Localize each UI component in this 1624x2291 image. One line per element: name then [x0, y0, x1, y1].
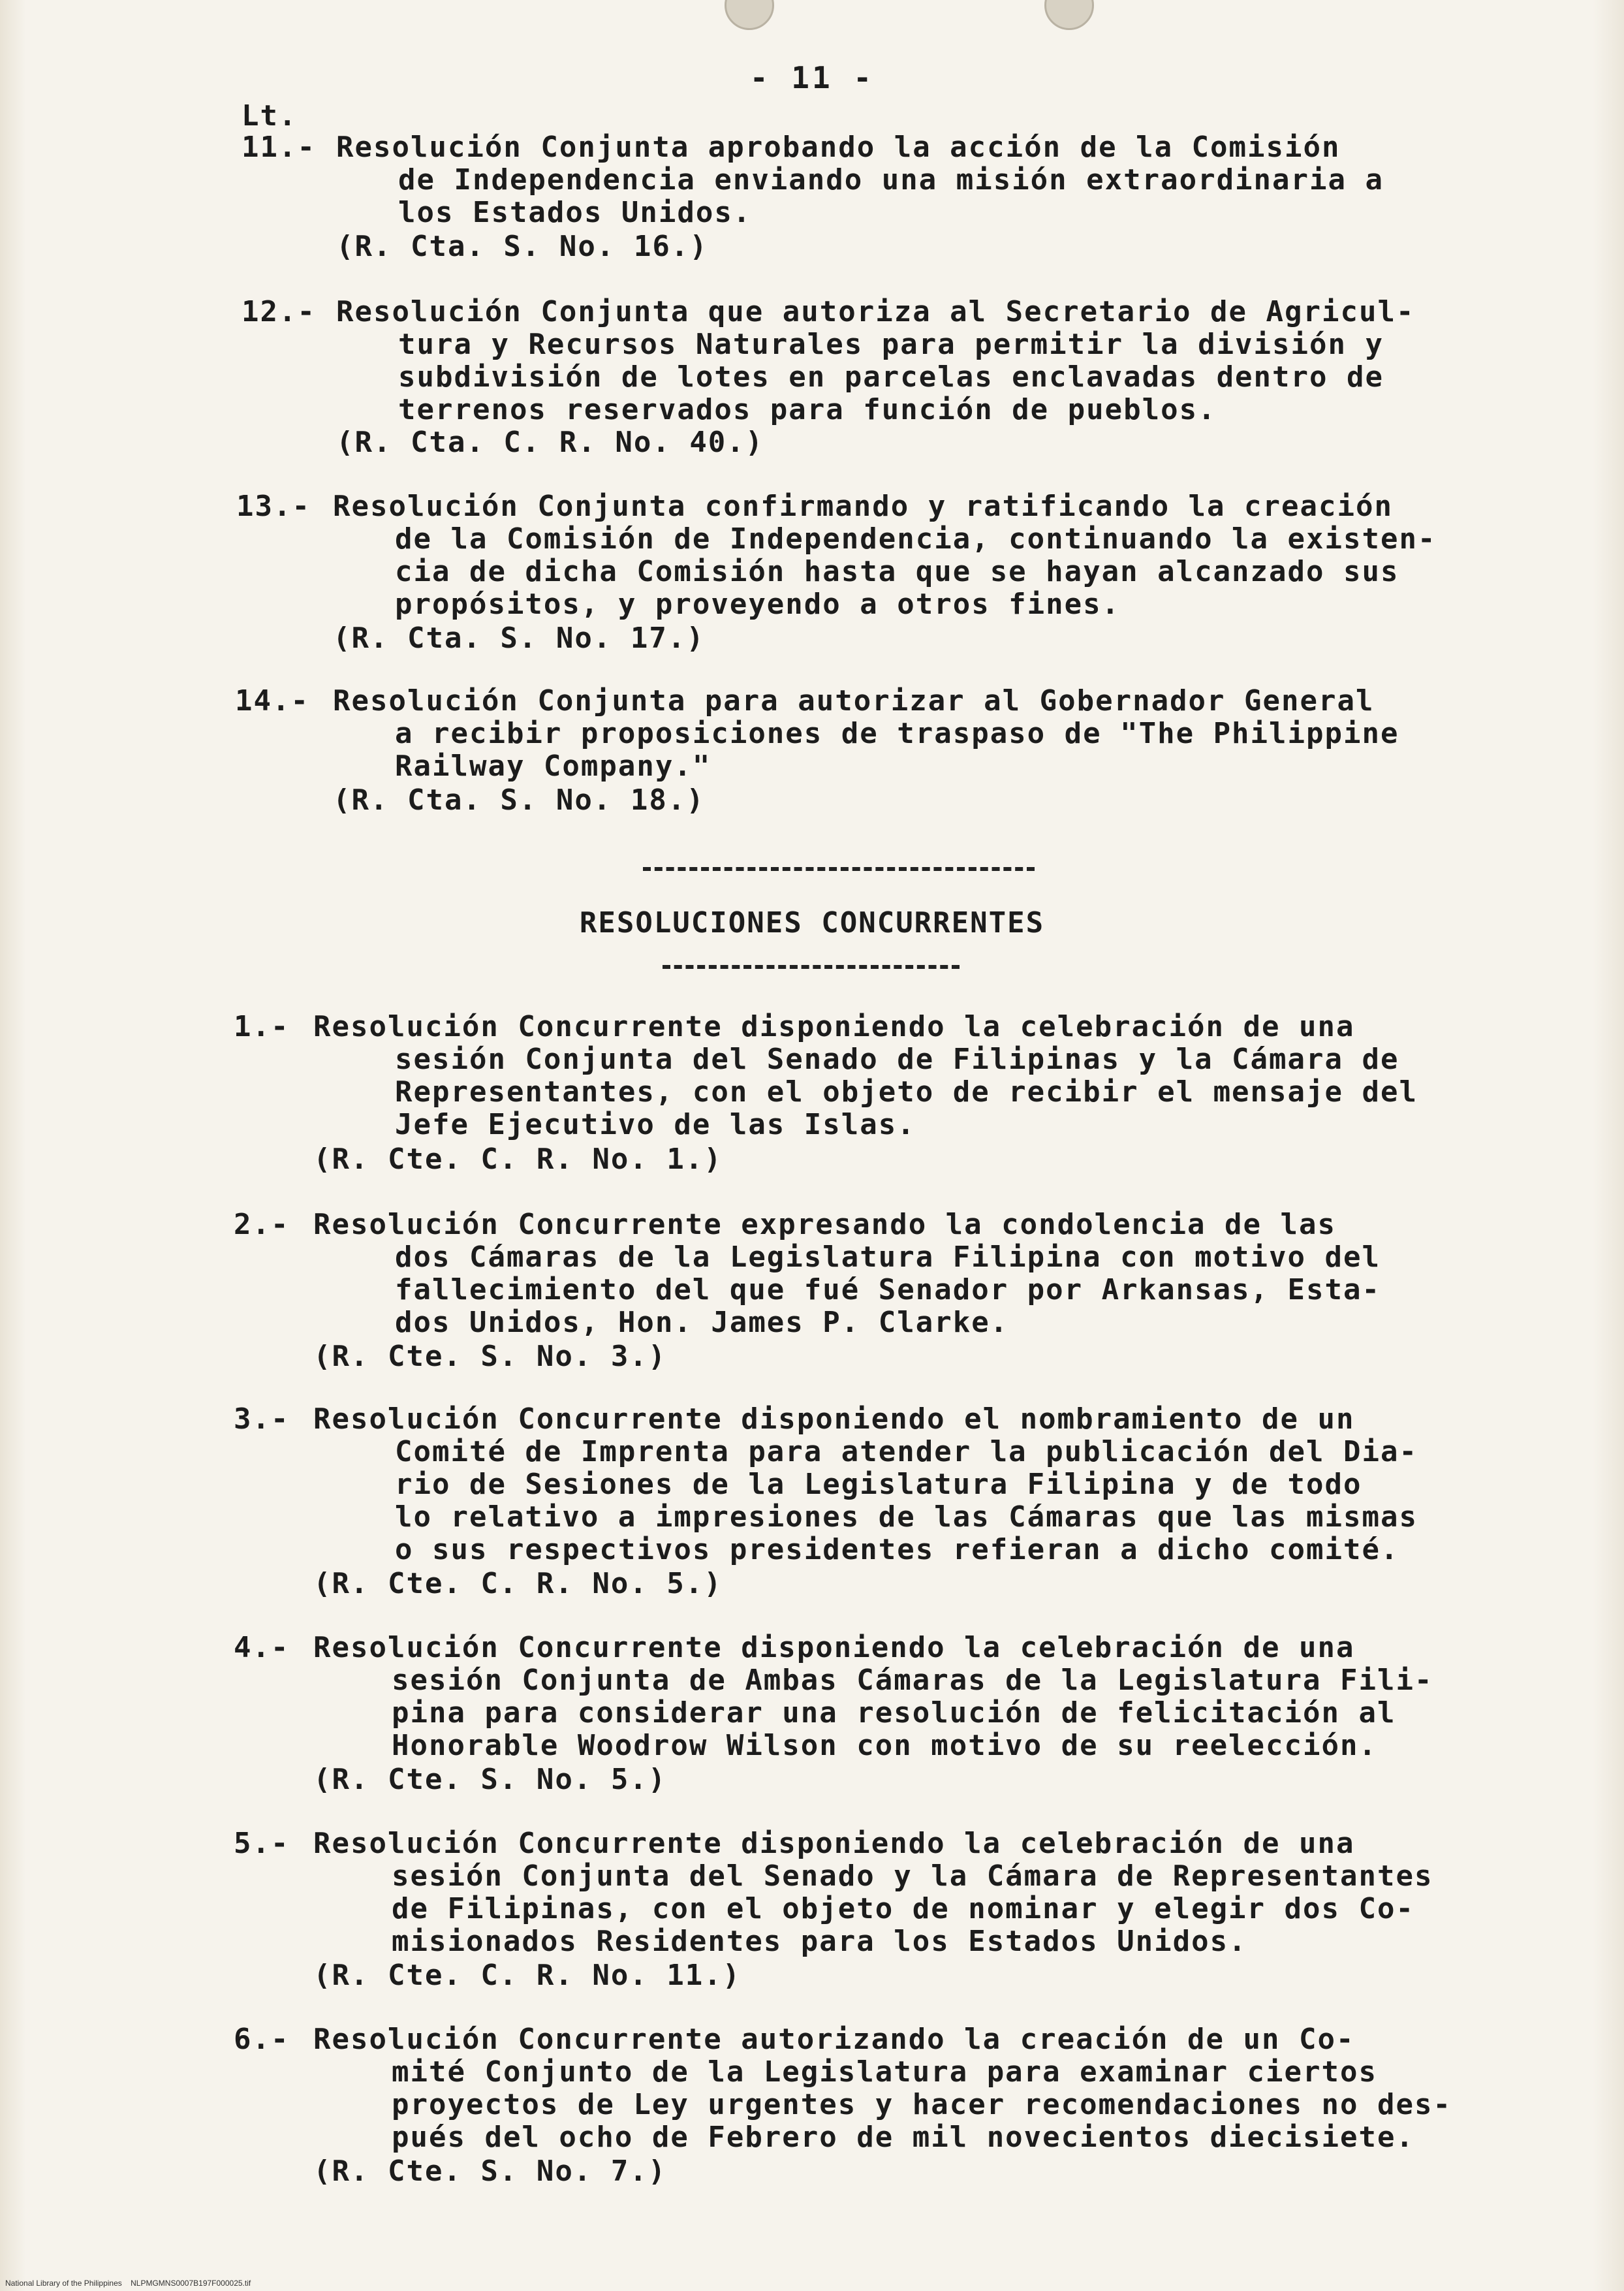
item-line: de Filipinas, con el objeto de nominar y elegir dos Co- [392, 1892, 1414, 1925]
item-line: subdivisión de lotes en parcelas enclavadas dentro de [398, 360, 1384, 394]
item-line: pués del ocho de Febrero de mil novecientos diecisiete. [392, 2121, 1414, 2154]
item-reference: (R. Cte. S. No. 5.) [313, 1763, 667, 1796]
item-line: terrenos reservados para función de pueblos. [398, 393, 1217, 426]
item-line: Resolución Concurrente disponiendo la celebración de una [313, 1010, 1355, 1043]
item-reference: (R. Cta. S. No. 18.) [333, 783, 705, 817]
item-reference: (R. Cta. S. No. 17.) [333, 622, 705, 655]
item-line: Comité de Imprenta para atender la publicación del Dia- [395, 1435, 1418, 1468]
item-number: 6.- [234, 2023, 290, 2056]
item-line: proyectos de Ley urgentes y hacer recomendaciones no des- [392, 2088, 1452, 2121]
punch-hole [1044, 0, 1094, 30]
margin-note: Lt. [242, 99, 298, 133]
separator-line [663, 965, 960, 969]
item-line: Resolución Concurrente disponiendo el nombramiento de un [313, 1402, 1355, 1436]
item-line: misionados Residentes para los Estados Unidos. [392, 1925, 1247, 1958]
item-number: 11.- [242, 131, 316, 164]
item-number: 5.- [234, 1827, 290, 1860]
item-line: de Independencia enviando una misión extraordinaria a [398, 163, 1384, 197]
item-line: o sus respectivos presidentes refieran a dicho comité. [395, 1533, 1399, 1566]
item-line: Resolución Conjunta que autoriza al Secretario de Agricul- [336, 295, 1415, 328]
item-line: Resolución Concurrente expresando la condolencia de las [313, 1208, 1336, 1241]
item-line: Honorable Woodrow Wilson con motivo de su reelección. [392, 1729, 1377, 1762]
section-heading: RESOLUCIONES CONCURRENTES [579, 906, 1045, 940]
item-number: 3.- [234, 1402, 290, 1436]
item-line: Representantes, con el objeto de recibir el mensaje del [395, 1075, 1418, 1109]
item-line: Railway Company." [395, 750, 711, 783]
item-line: rio de Sesiones de la Legislatura Filipina y de todo [395, 1468, 1362, 1501]
page-number: - 11 - [749, 60, 875, 95]
separator-line [643, 867, 1035, 871]
item-line: Jefe Ejecutivo de las Islas. [395, 1108, 916, 1141]
item-reference: (R. Cte. C. R. No. 11.) [313, 1959, 742, 1992]
item-reference: (R. Cte. C. R. No. 5.) [313, 1567, 723, 1600]
item-number: 14.- [235, 684, 309, 718]
item-line: a recibir proposiciones de traspaso de "The Philippine [395, 717, 1399, 750]
item-number: 2.- [234, 1208, 290, 1241]
item-line: dos Cámaras de la Legislatura Filipina con motivo del [395, 1240, 1381, 1274]
item-number: 4.- [234, 1631, 290, 1664]
item-line: los Estados Unidos. [398, 196, 752, 229]
item-reference: (R. Cta. C. R. No. 40.) [336, 426, 764, 459]
scan-footer: National Library of the Philippines NLPMGMNS0007B197F000025.tif [5, 2279, 251, 2288]
item-line: Resolución Concurrente autorizando la creación de un Co- [313, 2023, 1355, 2056]
item-line: Resolución Conjunta para autorizar al Gobernador General [333, 684, 1375, 718]
item-line: Resolución Conjunta confirmando y ratificando la creación [333, 490, 1393, 523]
item-line: Resolución Conjunta aprobando la acción de la Comisión [336, 131, 1341, 164]
item-number: 13.- [236, 490, 311, 523]
item-line: tura y Recursos Naturales para permitir la división y [398, 328, 1384, 361]
item-reference: (R. Cte. C. R. No. 1.) [313, 1143, 723, 1176]
item-line: de la Comisión de Independencia, continuando la existen- [395, 522, 1437, 556]
item-line: propósitos, y proveyendo a otros fines. [395, 588, 1121, 621]
item-line: sesión Conjunta del Senado de Filipinas y la Cámara de [395, 1043, 1399, 1076]
item-reference: (R. Cte. S. No. 3.) [313, 1340, 667, 1373]
item-line: dos Unidos, Hon. James P. Clarke. [395, 1306, 1009, 1339]
item-reference: (R. Cta. S. No. 16.) [336, 230, 708, 263]
item-line: sesión Conjunta de Ambas Cámaras de la Legislatura Fili- [392, 1664, 1433, 1697]
item-line: Resolución Concurrente disponiendo la celebración de una [313, 1827, 1355, 1860]
item-number: 12.- [242, 295, 316, 328]
item-line: lo relativo a impresiones de las Cámaras que las mismas [395, 1500, 1418, 1534]
item-line: fallecimiento del que fué Senador por Arkansas, Esta- [395, 1273, 1381, 1306]
item-number: 1.- [234, 1010, 290, 1043]
item-reference: (R. Cte. S. No. 7.) [313, 2155, 667, 2188]
punch-hole [725, 0, 774, 30]
item-line: mité Conjunto de la Legislatura para examinar ciertos [392, 2055, 1377, 2089]
item-line: Resolución Concurrente disponiendo la celebración de una [313, 1631, 1355, 1664]
item-line: cia de dicha Comisión hasta que se hayan alcanzado sus [395, 555, 1399, 588]
item-line: pina para considerar una resolución de felicitación al [392, 1696, 1396, 1730]
item-line: sesión Conjunta del Senado y la Cámara de Representantes [392, 1859, 1433, 1893]
